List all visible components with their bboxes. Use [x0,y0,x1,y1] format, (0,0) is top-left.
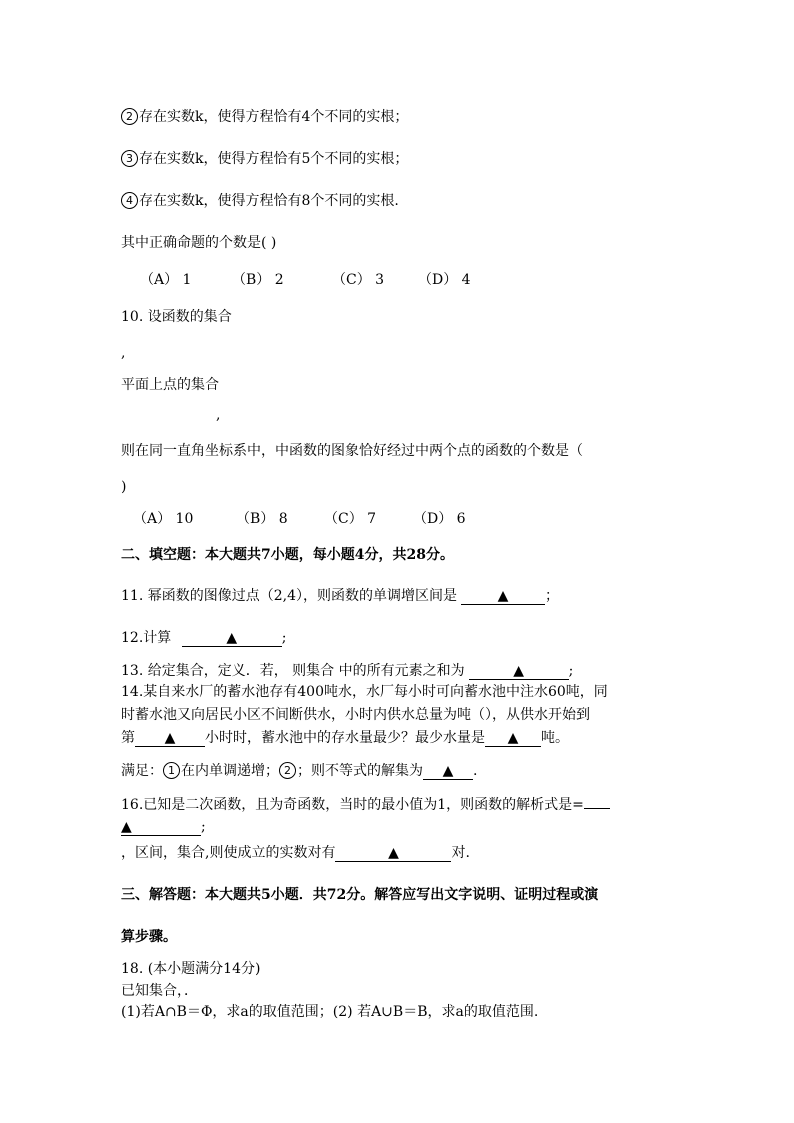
circled-number: 2 [279,762,296,779]
q9-item-3 [121,150,408,168]
q9-question: 其中正确命题的个数是( ) [121,235,277,251]
q17-end: 对. [451,845,470,861]
q16-text: 16.已知是二次函数，且为奇函数，当时的最小值为1，则函数的解析式是= [121,797,584,813]
q16-answer-blank: ▲ [121,819,201,836]
q10-line1: 10. 设函数的集合 [121,309,232,325]
q9-item-4 [121,192,399,210]
q13 [121,662,573,680]
q18-title: 18. (本小题满分14分) [121,961,261,977]
q12-text: 12.计算 [121,630,176,646]
circled-number: 2 [121,108,138,125]
q11 [121,587,559,605]
q10-comma1: , [121,345,126,361]
q15-text-a: 满足： [121,763,163,779]
option-b: （B） 8 [236,511,288,527]
option-a: （A） 1 [140,272,192,288]
q13-end: ; [568,663,574,679]
q14-text-b: 小时时，蓄水池中的存水量最少？最少水量是 [205,730,485,746]
q9-options [140,271,471,289]
option-d: （D） 6 [413,511,466,527]
q14-line1: 14.某自来水厂的蓄水池存有400吨水，水厂每小时可向蓄水池中注水60吨，同 [121,684,608,700]
section-3-heading-line1: 三、解答题：本大题共5小题．共72分。解答应写出文字说明、证明过程或演 [121,887,599,903]
q13-text: 13. 给定集合，定义．若， 则集合 中的所有元素之和为 [121,663,465,679]
q14-text-a: 第 [121,730,135,746]
q11-answer-blank: ▲ [461,588,545,605]
q9-item-text: 存在实数k，使得方程恰有5个不同的实根； [139,151,409,167]
q10-line2: 平面上点的集合 [121,377,219,393]
circled-number: 3 [121,150,138,167]
option-b: （B） 2 [232,272,284,288]
option-c: （C） 7 [324,511,377,527]
q10-line3: 则在同一直角坐标系中，中函数的图象恰好经过中两个点的函数的个数是（ [121,443,583,459]
q14-text-c: 吨。 [541,730,569,746]
circled-number: 1 [163,762,180,779]
q10-options [133,510,466,528]
option-a: （A） 10 [133,511,194,527]
q15-end: . [473,763,478,779]
option-c: （C） 3 [332,272,385,288]
circled-number: 4 [121,192,138,209]
q16-line1 [121,796,610,814]
q16-end: ; [201,819,206,835]
q18-line2: (1)若A∩B＝Φ，求a的取值范围；(2) 若A∪B＝B，求a的取值范围. [121,1004,539,1020]
q18-line1: 已知集合，． [121,983,198,999]
q15-text-c: ；则不等式的解集为 [297,763,423,779]
q17-answer-blank: ▲ [335,845,451,862]
q13-answer-blank: ▲ [469,663,569,680]
q9-item-text: 存在实数k，使得方程恰有8个不同的实根. [139,193,399,209]
q15-answer-blank: ▲ [423,763,473,780]
option-d: （D） 4 [418,272,471,288]
q14-line2: 时蓄水池又向居民小区不间断供水，小时内供水总量为吨（），从供水开始到 [121,707,590,723]
q10-line4: ) [121,479,127,495]
q14-line3 [121,729,569,747]
q16-line2 [121,818,206,836]
q17 [121,844,470,862]
q9-item-2 [121,108,408,126]
q14-answer-blank-1: ▲ [135,730,205,747]
q16-blank-start [584,808,610,809]
q14-answer-blank-2: ▲ [485,730,541,747]
section-2-heading: 二、填空题：本大题共7小题，每小题4分，共28分。 [121,547,454,563]
q12-answer-blank: ▲ [182,630,282,647]
q9-item-text: 存在实数k，使得方程恰有4个不同的实根； [139,109,409,125]
section-3-heading-line2: 算步骤。 [121,929,177,945]
q10-comma2: , [216,407,221,423]
q12 [121,629,286,647]
q15 [121,762,477,780]
q11-end: ； [544,588,559,604]
q17-text: ，区间，集合,则使成立的实数对有 [121,845,336,861]
q11-text: 11. 幂函数的图像过点（2,4），则函数的单调增区间是 [121,588,457,604]
q12-end: ; [281,630,287,646]
q15-text-b: 在内单调递增； [181,763,279,779]
